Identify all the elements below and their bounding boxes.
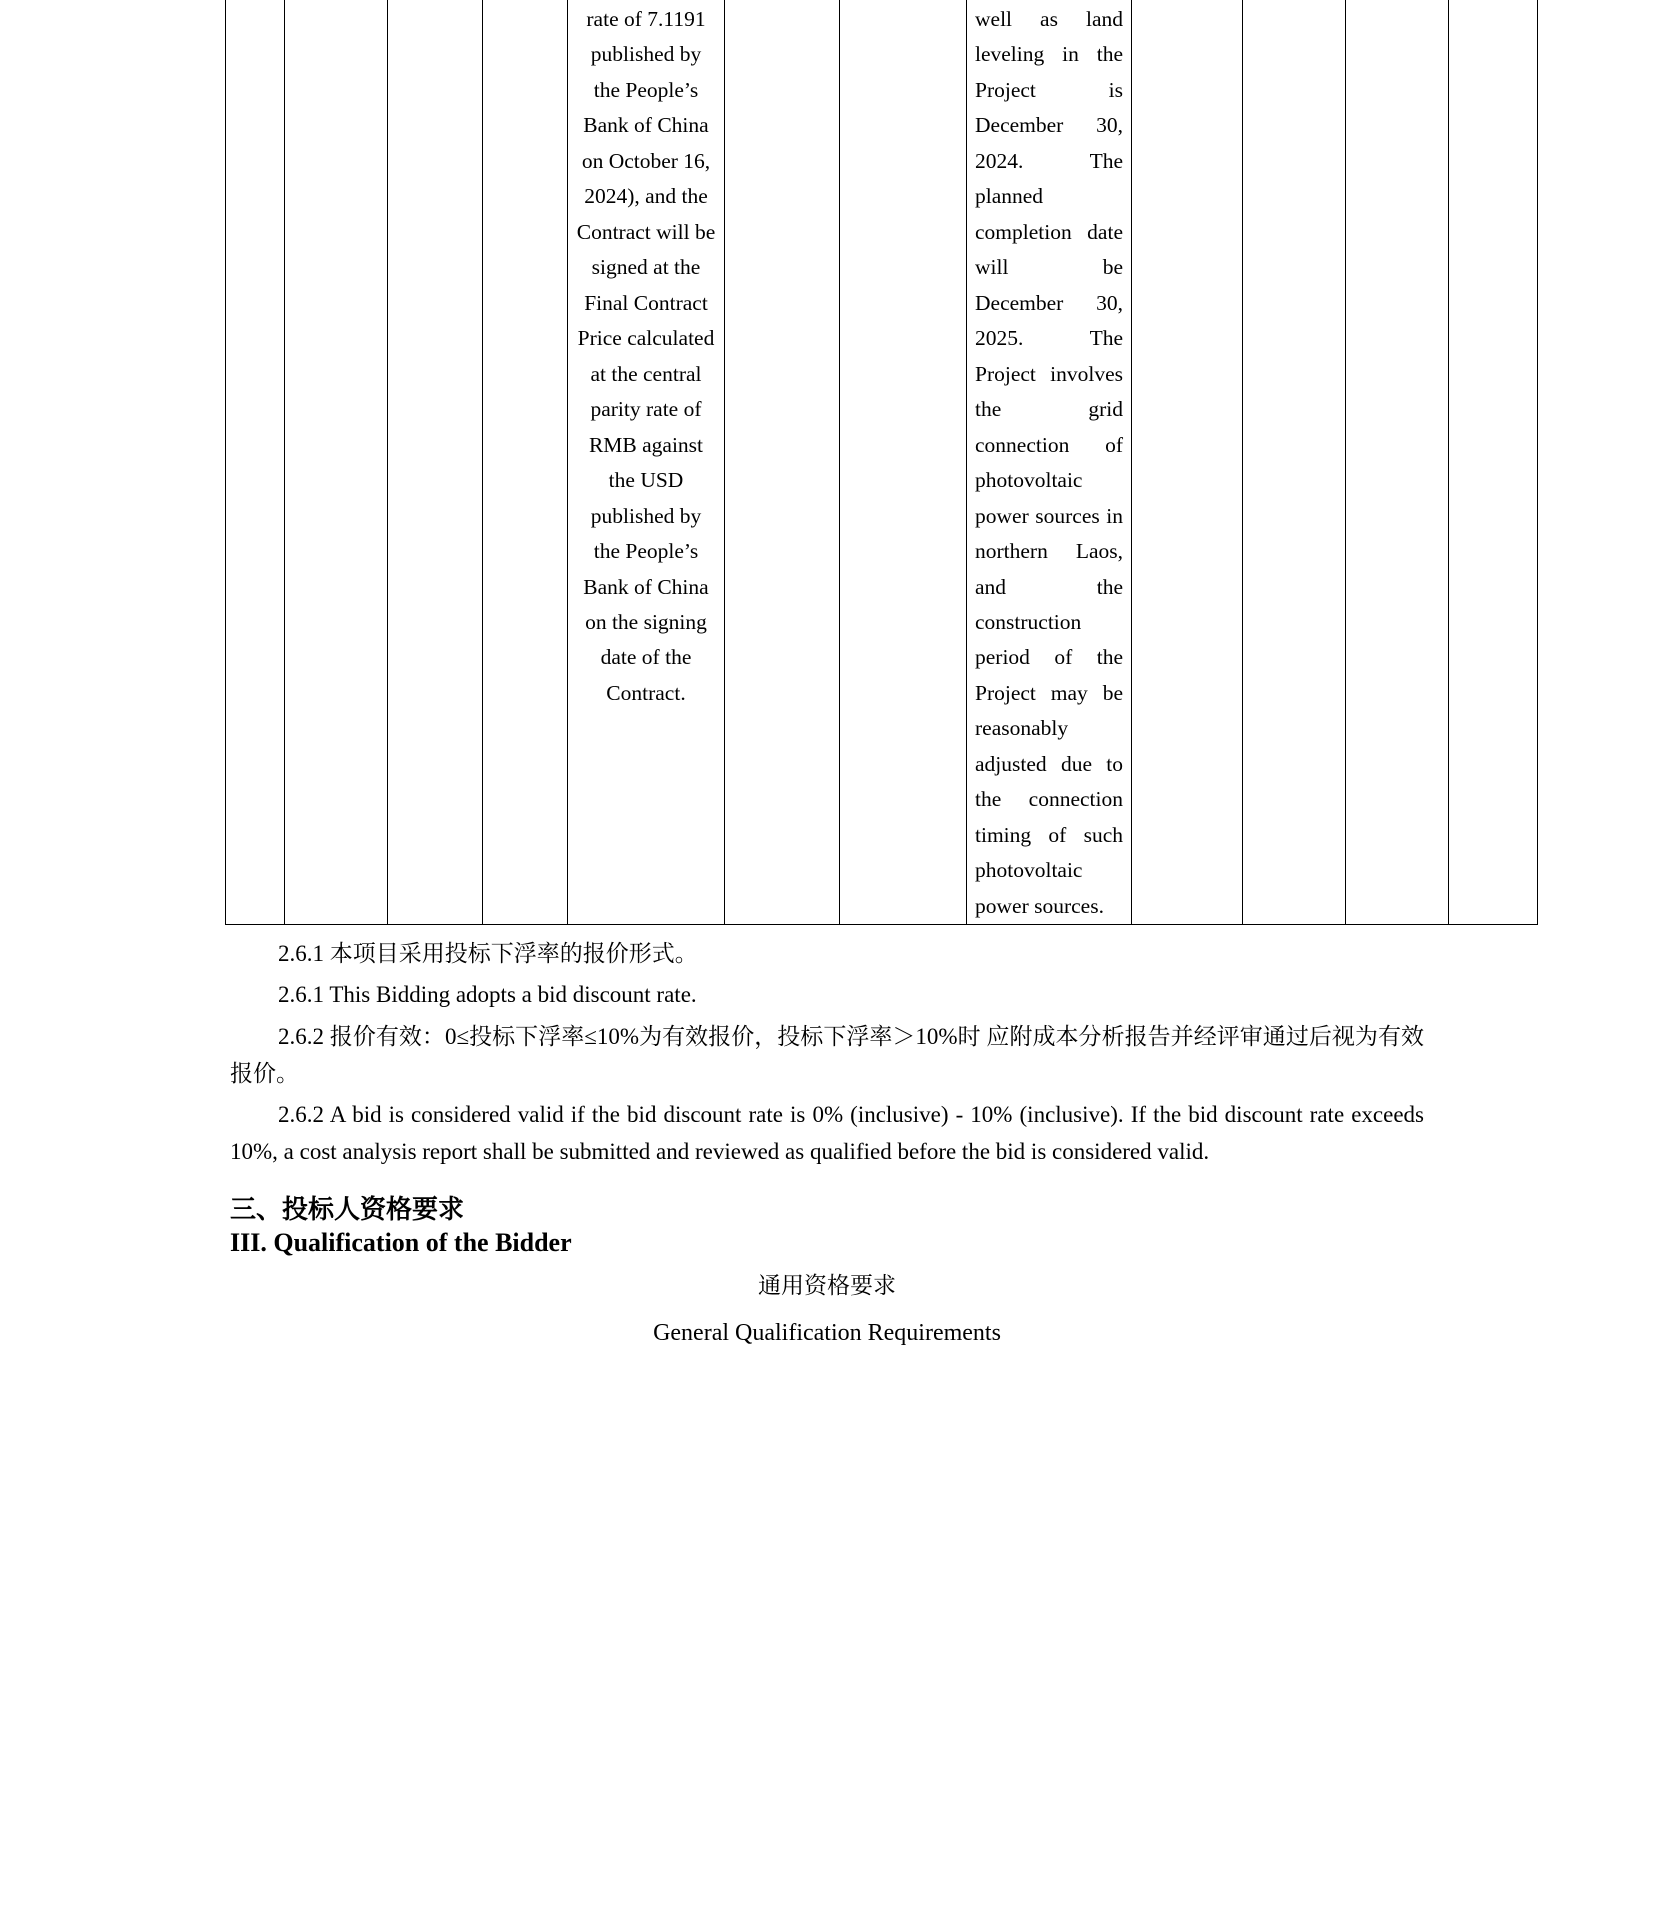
table-cell-empty-9 xyxy=(1346,0,1449,925)
table-cell-schedule xyxy=(967,0,1132,925)
table-cell-empty-7 xyxy=(1132,0,1243,925)
subtitle-en: General Qualification Requirements xyxy=(653,1320,1001,1347)
table-cell-empty-5 xyxy=(725,0,840,925)
section-heading-en: III. Qualification of the Bidder xyxy=(230,1227,572,1257)
table-cell-empty-8 xyxy=(1243,0,1346,925)
paragraph-2-6-2-cn: 2.6.2 报价有效：0≤投标下浮率≤10%为有效报价，投标下浮率＞10%时 应附成本分析报告并经评审通过后视为有效报价。 xyxy=(230,1023,1424,1086)
table-cell-empty-3 xyxy=(388,0,483,925)
exchange-rate-text: rate of 7.1191 published by the People’s Bank of China on October 16, 2024), and the Contract will be signed at the Final Contract Price calculated at the central parity rate of RMB against the USD published by the People’s Bank of China on the signing date of the Contract. xyxy=(576,7,716,705)
subtitle-cn: 通用资格要求 xyxy=(758,1272,896,1298)
table-cell-empty-1 xyxy=(226,0,285,925)
paragraph-2-6-1-cn: 2.6.1 本项目采用投标下浮率的报价形式。 xyxy=(278,941,698,967)
section-heading-cn: 三、投标人资格要求 xyxy=(230,1194,465,1224)
paragraph-2-6-1-en: 2.6.1 This Bidding adopts a bid discount rate. xyxy=(278,982,697,1008)
table-cell-empty-2 xyxy=(285,0,388,925)
table-cell-empty-4 xyxy=(483,0,568,925)
paragraph-2-6-2-en: 2.6.2 A bid is considered valid if the bid discount rate is 0% (inclusive) - 10% (inclusive). If the bid discount rate exceeds 10%, a cost analysis report shall be submitted and reviewed as qualified before the bid is considered valid. xyxy=(230,1102,1424,1165)
bid-terms-table xyxy=(225,0,1538,925)
spacer xyxy=(230,925,1424,931)
table-row xyxy=(226,0,1538,925)
table-cell-empty-10 xyxy=(1449,0,1538,925)
table-cell-exchange-rate xyxy=(568,0,725,925)
schedule-text: well as land leveling in the Project is December 30, 2024. The planned completion date will be December 30, 2025. The Project involves the grid connection of photovoltaic power sources in northern Laos, and the construction period of the Project may be reasonably adjusted due to the connection timing of such photovoltaic power sources. xyxy=(975,7,1123,918)
table-cell-empty-6 xyxy=(840,0,967,925)
